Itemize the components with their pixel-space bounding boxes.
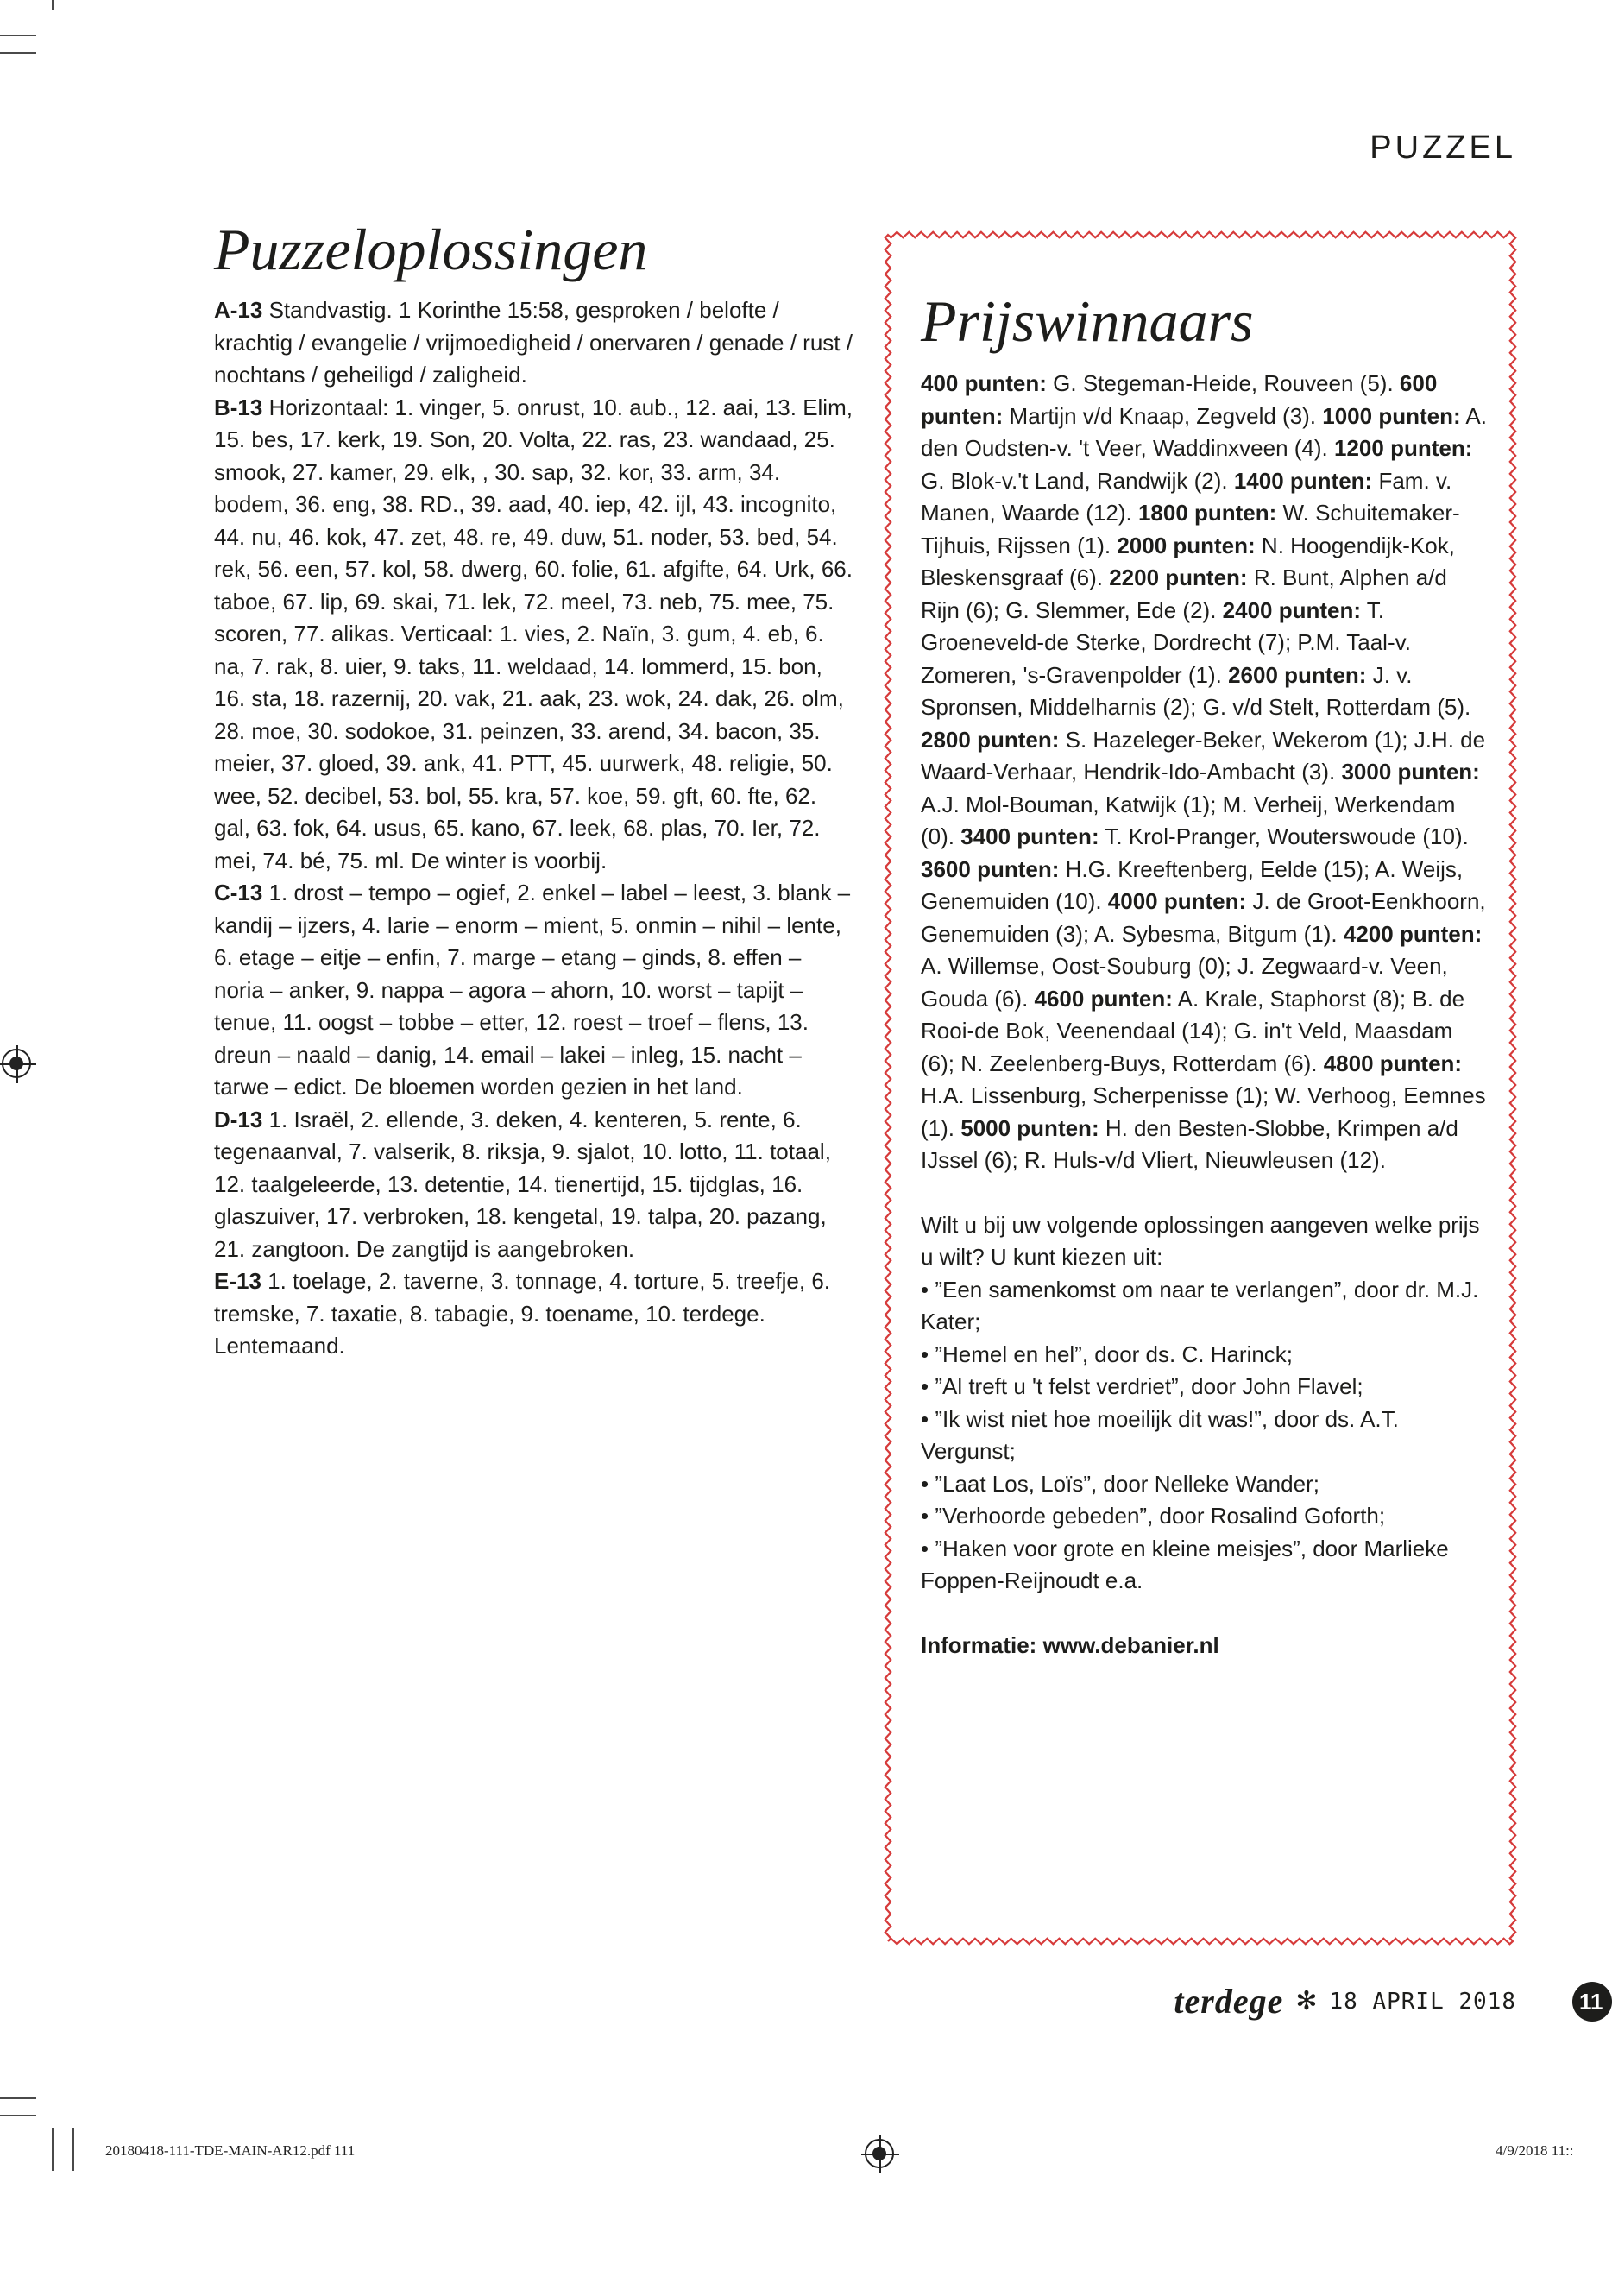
solution-label-d: D-13 xyxy=(214,1106,263,1132)
solutions-text xyxy=(214,294,853,1363)
winner-label: 4200 punten: xyxy=(1343,920,1483,947)
crop-mark xyxy=(72,2128,74,2171)
list-item: • ”Al treft u 't felst verdriet”, door John Flavel; xyxy=(921,1373,1363,1399)
winner-label: 5000 punten: xyxy=(960,1114,1099,1141)
list-item: • ”Hemel en hel”, door ds. C. Harinck; xyxy=(921,1340,1294,1367)
winner-text: Fam. v. Manen, Waarde (12). xyxy=(921,467,1452,526)
page-number: 11 xyxy=(1572,1982,1612,2022)
list-item: • ”Laat Los, Loïs”, door Nelleke Wander; xyxy=(921,1470,1319,1497)
winner-label: 4800 punten: xyxy=(1323,1050,1463,1076)
winner-text: A. Willemse, Oost-Souburg (0); J. Zegwaard-v. Veen, Gouda (6). xyxy=(921,953,1448,1012)
winner-label: 1400 punten: xyxy=(1233,467,1373,494)
winner-label: 1200 punten: xyxy=(1334,435,1473,461)
solution-text-a: Standvastig. 1 Korinthe 15:58, gesproken / belofte / krachtig / evangelie / vrijmoedigheid / onervaren / genade / rust / nochtans / geheiligd / zaligheid. xyxy=(214,297,853,388)
winner-text: Martijn v/d Knaap, Zegveld (3). xyxy=(1003,402,1323,429)
solution-text-e: 1. toelage, 2. taverne, 3. tonnage, 4. torture, 5. treefje, 6. tremske, 7. taxatie, 8. tabagie, 9. toename, 10. terdege. Lentemaand. xyxy=(214,1268,831,1359)
winner-text: J. de Groot-Eenkhoorn, Genemuiden (3); A. Sybesma, Bitgum (1). xyxy=(921,888,1486,947)
winner-text: T. Groeneveld-de Sterke, Dordrecht (7); P.M. Taal-v. Zomeren, 's-Gravenpolder (1). xyxy=(921,596,1411,688)
crop-mark xyxy=(0,2097,36,2099)
crop-mark xyxy=(0,2115,36,2116)
brand-logo: terdege xyxy=(1174,1982,1284,2021)
solution-text-c: 1. drost – tempo – ogief, 2. enkel – label – leest, 3. blank – kandij – ijzers, 4. larie – enorm – mient, 5. onmin – nihil – lente, 6. etage – eitje – enfin, 7. marge – etang – ginds, 8. effen – noria – anker, 9. nappa – agora – ahorn, 10. worst – tapijt – tenue, 11. oogst – tobbe – etter, 12. roest – troef – flens, 13. dreun – naald – danig, 14. email – lakei – inleg, 15. nacht – tarwe – edict. De bloemen worden gezien in het land. xyxy=(214,880,851,1100)
page-footer xyxy=(1174,1981,1516,2022)
winner-label: 4000 punten: xyxy=(1107,888,1247,914)
winner-text: A.J. Mol-Bouman, Katwijk (1); M. Verheij, Werkendam (0). xyxy=(921,791,1456,849)
winner-text: G. Stegeman-Heide, Rouveen (5). xyxy=(1046,370,1400,396)
print-slug-datetime: 4/9/2018 11:: xyxy=(1496,2142,1574,2159)
winner-text: W. Schuitemaker-Tijhuis, Rijssen (1). xyxy=(921,500,1460,558)
solution-label-e: E-13 xyxy=(214,1268,261,1294)
prize-title: Prijswinnaars xyxy=(921,288,1254,354)
winner-label: 400 punten: xyxy=(921,370,1047,396)
winner-label: 3400 punten: xyxy=(960,823,1099,849)
winner-label: 3600 punten: xyxy=(921,855,1060,882)
winner-text: G. Blok-v.'t Land, Randwijk (2). xyxy=(921,467,1234,494)
winner-text: T. Krol-Pranger, Wouterswoude (10). xyxy=(1099,823,1469,849)
winner-label: 2400 punten: xyxy=(1222,596,1362,623)
winner-label: 2200 punten: xyxy=(1109,565,1248,590)
spacer xyxy=(921,1177,1490,1209)
winner-label: 3000 punten: xyxy=(1341,759,1480,785)
winner-text: N. Hoogendijk-Kok, Bleskensgraaf (6). xyxy=(921,532,1455,590)
list-item: • ”Haken voor grote en kleine meisjes”, door Marlieke Foppen-Reijnoudt e.a. xyxy=(921,1535,1449,1593)
issue-date: 18 APRIL 2018 xyxy=(1329,1988,1516,2015)
section-label: PUZZEL xyxy=(1370,129,1516,166)
crop-mark xyxy=(52,2128,54,2171)
winner-label: 2600 punten: xyxy=(1228,661,1367,688)
winner-text: J. v. Spronsen, Middelharnis (2); G. v/d Stelt, Rotterdam (5). xyxy=(921,661,1471,720)
list-item: • ”Een samenkomst om naar te verlangen”, door dr. M.J. Kater; xyxy=(921,1276,1479,1334)
winner-text: S. Hazeleger-Beker, Wekerom (1); J.H. de Waard-Verhaar, Hendrik-Ido-Ambacht (3). xyxy=(921,726,1486,785)
winner-text: A. den Oudsten-v. 't Veer, Waddinxveen (4). xyxy=(921,402,1487,461)
solutions-column xyxy=(214,217,853,1363)
winner-text: H.A. Lissenburg, Scherpenisse (1); W. Verhoog, Eemnes (1). xyxy=(921,1082,1486,1141)
solution-label-a: A-13 xyxy=(214,297,263,323)
winner-label: 4600 punten: xyxy=(1034,985,1173,1012)
prize-choices-list xyxy=(921,1274,1490,1598)
registration-mark-icon xyxy=(865,2139,894,2168)
registration-mark-icon xyxy=(2,1049,31,1078)
prize-winners-box xyxy=(885,231,1516,1945)
winner-label: 600 punten: xyxy=(921,370,1438,429)
winner-text: H. den Besten-Slobbe, Krimpen a/d IJssel (6); R. Huls-v/d Vliert, Nieuwleusen (12). xyxy=(921,1114,1458,1173)
asterisk-icon: ✻ xyxy=(1295,1987,1318,2015)
winner-text: A. Krale, Staphorst (8); B. de Rooi-de Bok, Veenendaal (14); G. in't Veld, Maasdam (6); N. Zeelenberg-Buys, Rotterdam (6). xyxy=(921,985,1465,1076)
winner-text: R. Bunt, Alphen a/d Rijn (6); G. Slemmer, Ede (2). xyxy=(921,565,1447,623)
info-link[interactable]: Informatie: www.debanier.nl xyxy=(921,1631,1219,1658)
print-slug-file: 20180418-111-TDE-MAIN-AR12.pdf 111 xyxy=(105,2142,356,2159)
winner-label: 2800 punten: xyxy=(921,726,1060,753)
crop-mark xyxy=(52,0,54,10)
crop-mark xyxy=(0,35,36,36)
solutions-title: Puzzeloplossingen xyxy=(214,217,648,282)
solution-text-b: Horizontaal: 1. vinger, 5. onrust, 10. aub., 12. aai, 13. Elim, 15. bes, 17. kerk, 19. Son, 20. Volta, 22. ras, 23. wandaad, 25. smook, 27. kamer, 29. elk, , 30. sap, 32. kor, 33. arm, 34. bodem, 36. eng, 38. RD., 39. aad, 40. iep, 42. ijl, 43. incognito, 44. nu, 46. kok, 47. zet, 48. re, 49. duw, 51. noder, 53. bed, 54. rek, 56. een, 57. kol, 58. dwerg, 60. folie, 61. afgifte, 64. Urk, 66. taboe, 67. lip, 69. skai, 71. lek, 72. meel, 73. neb, 75. mee, 75. scoren, 77. alikas. Verticaal: 1. vies, 2. Naïn, 3. gum, 4. eb, 6. na, 7. rak, 8. uier, 9. taks, 11. weldaad, 14. lommerd, 15. bon, 16. sta, 18. razernij, 20. vak, 21. aak, 23. wok, 24. dak, 26. olm, 28. moe, 30. sodokoe, 31. peinzen, 33. arend, 34. bacon, 35. meier, 37. gloed, 39. ank, 41. PTT, 45. uurwerk, 48. religie, 50. wee, 52. decibel, 53. bol, 55. kra, 57. koe, 59. gft, 60. fte, 62. gal, 63. fok, 64. usus, 65. kano, 67. leek, 68. plas, 70. Ier, 72. mei, 74. bé, 75. ml. De winter is voorbij. xyxy=(214,394,853,874)
solution-label-b: B-13 xyxy=(214,394,263,420)
list-item: • ”Ik wist niet hoe moeilijk dit was!”, door ds. A.T. Vergunst; xyxy=(921,1405,1399,1464)
winner-label: 1000 punten: xyxy=(1322,402,1461,429)
winners-text xyxy=(921,368,1490,1177)
prize-content xyxy=(921,288,1490,1662)
spacer xyxy=(921,1598,1490,1630)
choice-intro: Wilt u bij uw volgende oplossingen aangeven welke prijs u wilt? U kunt kiezen uit: xyxy=(921,1211,1480,1270)
solution-text-d: 1. Israël, 2. ellende, 3. deken, 4. kenteren, 5. rente, 6. tegenaanval, 7. valserik, 8. riksja, 9. sjalot, 10. lotto, 11. totaal, 12. taalgeleerde, 13. detentie, 14. tienertijd, 15. tijdglas, 16. glaszuiver, 17. verbroken, 18. kengetal, 19. talpa, 20. pazang, 21. zangtoon. De zangtijd is aangebroken. xyxy=(214,1106,831,1262)
winner-label: 2000 punten: xyxy=(1117,532,1256,558)
winner-text: H.G. Kreeftenberg, Eelde (15); A. Weijs, Genemuiden (10). xyxy=(921,855,1464,914)
crop-mark xyxy=(0,52,36,54)
winner-label: 1800 punten: xyxy=(1137,500,1277,526)
list-item: • ”Verhoorde gebeden”, door Rosalind Goforth; xyxy=(921,1503,1386,1529)
solution-label-c: C-13 xyxy=(214,880,263,905)
